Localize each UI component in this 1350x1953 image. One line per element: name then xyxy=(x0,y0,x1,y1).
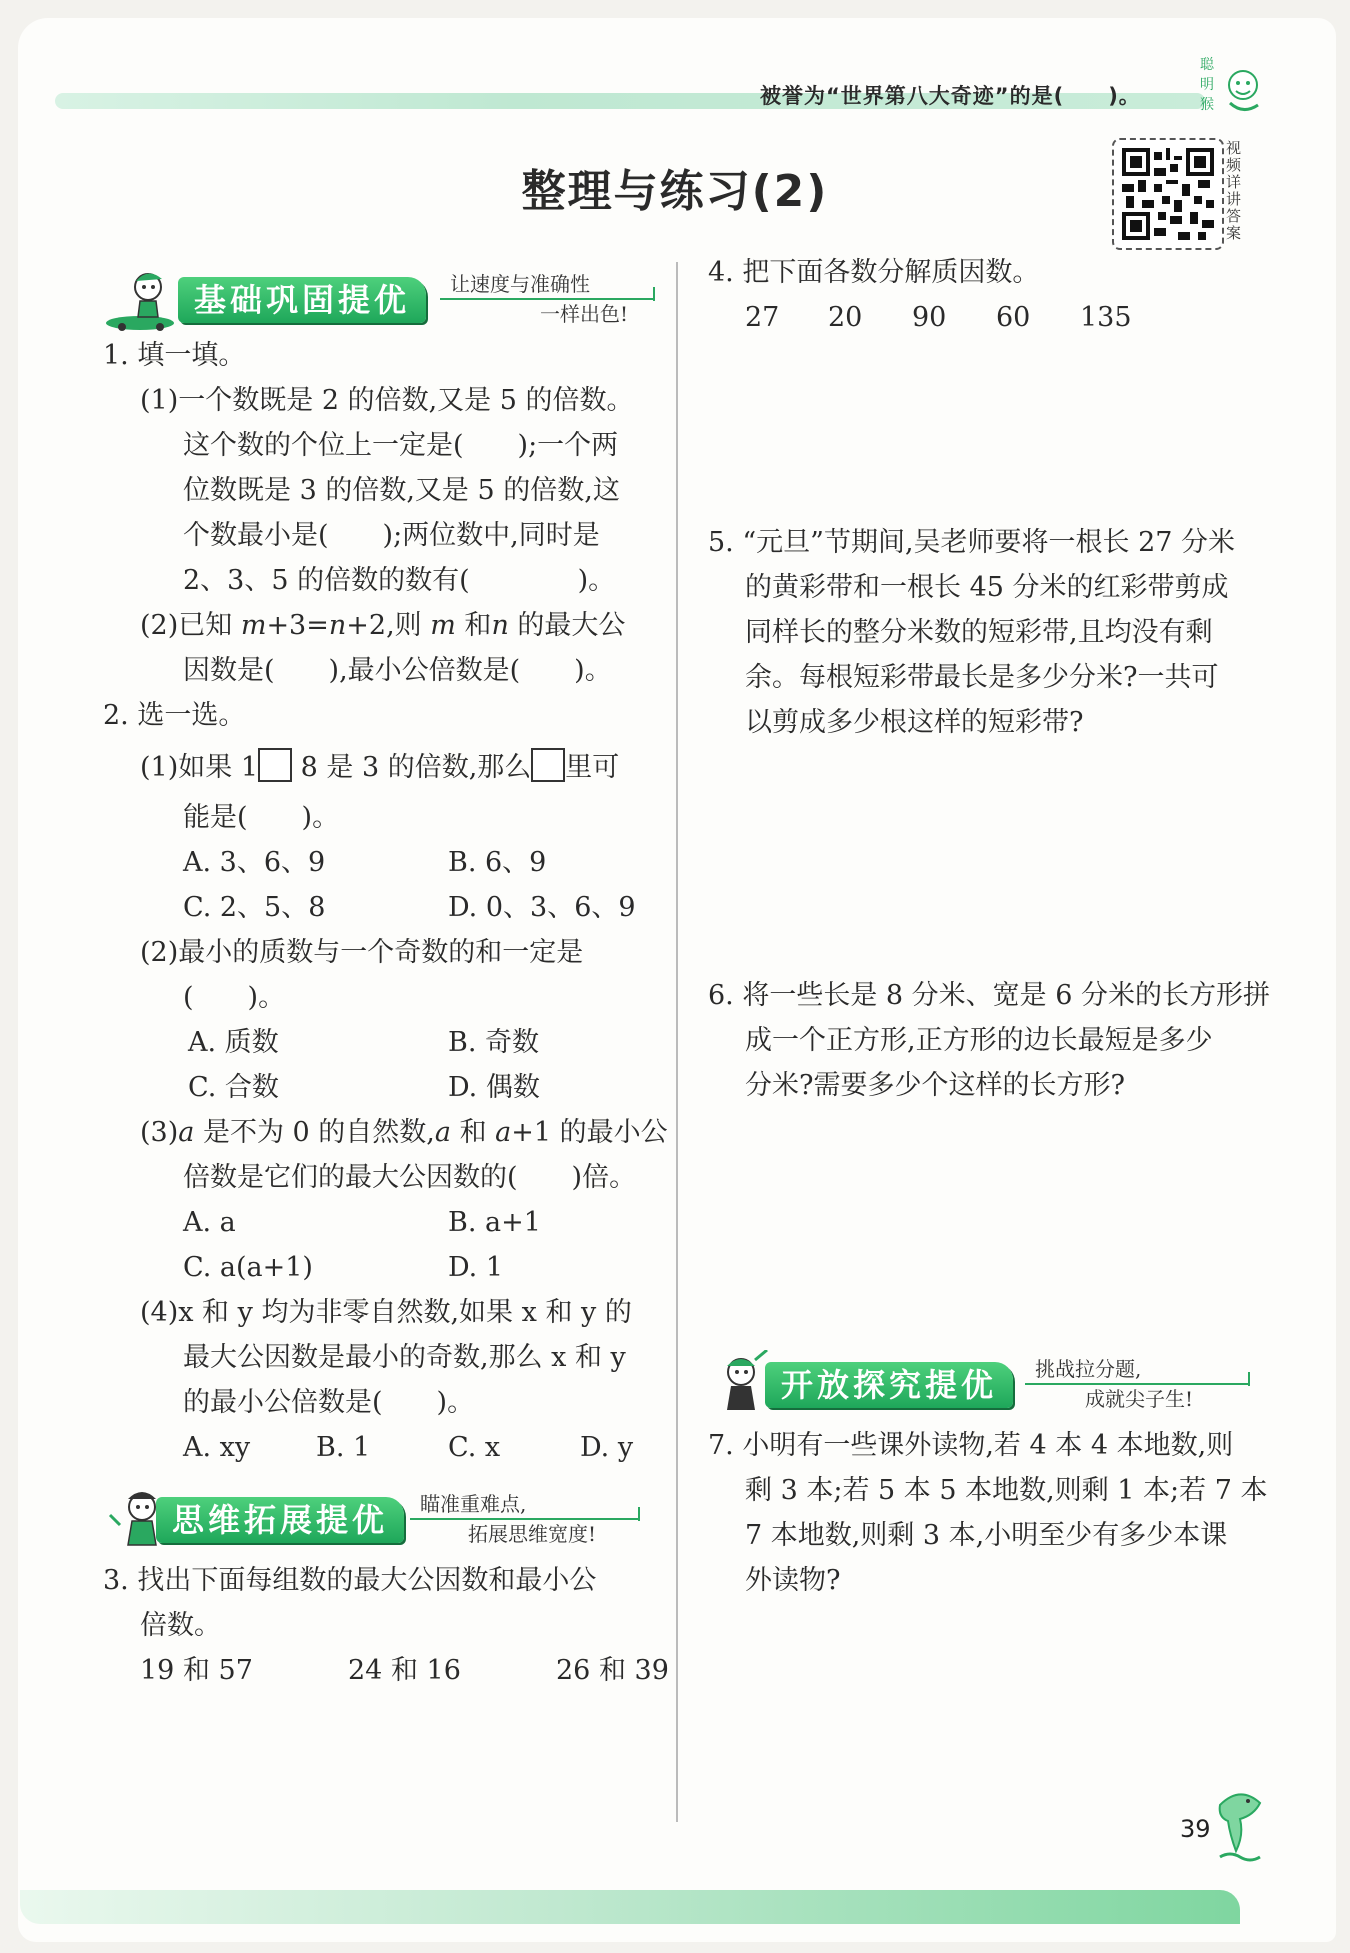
mascot-label-1: 聪 xyxy=(1200,57,1214,73)
q2-s3-option-d[interactable]: D. 1 xyxy=(448,1252,504,1283)
q2-s1-option-b[interactable]: B. 6、9 xyxy=(448,847,547,878)
q3-group-3: 26 和 39 xyxy=(556,1655,669,1686)
q5-line2: 的黄彩带和一根长 45 分米的红彩带剪成 xyxy=(745,572,1229,603)
section-banner-thinking xyxy=(100,1485,670,1555)
section-banner-open xyxy=(705,1350,1265,1420)
slogan-underline xyxy=(440,298,655,300)
q2-s4-option-c[interactable]: C. x xyxy=(448,1432,501,1463)
slogan-open-2: 成就尖子生! xyxy=(1085,1387,1194,1411)
q2-s4-line2: 最大公因数是最小的奇数,那么 x 和 y xyxy=(183,1342,626,1373)
q1-p1-line3: 位数既是 3 的倍数,又是 5 的倍数,这 xyxy=(183,475,620,506)
q5-line4: 余。每根短彩带最长是多少分米?一共可 xyxy=(745,662,1219,693)
q1-p1-line5: 2、3、5 的倍数的数有( )。 xyxy=(183,565,616,596)
q1-p1-line4: 个数最小是( );两位数中,同时是 xyxy=(183,520,600,551)
q4-num-1: 27 xyxy=(745,302,780,333)
q3-line2: 倍数。 xyxy=(140,1610,221,1641)
q2-s1-line2: 能是( )。 xyxy=(183,802,340,833)
answer-box[interactable] xyxy=(258,748,292,782)
q4-line1: 4. 把下面各数分解质因数。 xyxy=(708,257,1040,288)
q6-line3: 分米?需要多少个这样的长方形? xyxy=(745,1070,1125,1101)
monkey-mascot-icon xyxy=(1198,55,1268,125)
page-title: 整理与练习(2) xyxy=(521,166,829,217)
section-banner-basic xyxy=(100,265,670,335)
skateboard-mascot-icon xyxy=(100,265,190,335)
slogan-tick xyxy=(1248,1372,1250,1386)
q7-line4: 外读物? xyxy=(745,1565,841,1596)
slogan-tick xyxy=(653,287,655,301)
q4-num-2: 20 xyxy=(828,302,863,333)
slogan-basic-2: 一样出色! xyxy=(540,302,629,326)
q2-s4-line3: 的最小公倍数是( )。 xyxy=(183,1387,475,1418)
q2-s2-option-d[interactable]: D. 偶数 xyxy=(448,1072,540,1103)
q2-s2-option-b[interactable]: B. 奇数 xyxy=(448,1027,540,1058)
q2-s3-option-a[interactable]: A. a xyxy=(183,1207,236,1238)
q2-s3-option-c[interactable]: C. a(a+1) xyxy=(183,1252,313,1283)
dolphin-icon xyxy=(1210,1785,1270,1865)
slogan-underline xyxy=(1025,1383,1250,1385)
section-title-open: 开放探究提优 xyxy=(765,1362,1013,1408)
mascot-label-2: 明 xyxy=(1200,77,1214,93)
q2-s1-option-a[interactable]: A. 3、6、9 xyxy=(183,847,326,878)
header-question: 被誉为“世界第八大奇迹”的是( )。 xyxy=(760,84,1141,108)
q2-s2-line2: ( )。 xyxy=(183,982,286,1013)
q2-s1-option-d[interactable]: D. 0、3、6、9 xyxy=(448,892,636,923)
footer-strip xyxy=(20,1890,1240,1924)
section-title-basic: 基础巩固提优 xyxy=(178,277,426,323)
q6-line2: 成一个正方形,正方形的边长最短是多少 xyxy=(745,1025,1213,1056)
answer-box[interactable] xyxy=(531,748,565,782)
q7-line1: 7. 小明有一些课外读物,若 4 本 4 本地数,则 xyxy=(708,1430,1234,1461)
q2-s4-option-a[interactable]: A. xy xyxy=(183,1432,251,1463)
q4-num-5: 135 xyxy=(1080,302,1132,333)
slogan-basic-1: 让速度与准确性 xyxy=(450,272,590,296)
q2-s3-option-b[interactable]: B. a+1 xyxy=(448,1207,541,1238)
page-number: 39 xyxy=(1180,1815,1211,1843)
q2-s2-option-c[interactable]: C. 合数 xyxy=(188,1072,279,1103)
q7-line3: 7 本地数,则剩 3 本,小明至少有多少本课 xyxy=(745,1520,1228,1551)
q7-line2: 剩 3 本;若 5 本 5 本地数,则剩 1 本;若 7 本 xyxy=(745,1475,1268,1506)
q2-s1-option-c[interactable]: C. 2、5、8 xyxy=(183,892,326,923)
q2-s4-option-b[interactable]: B. 1 xyxy=(316,1432,371,1463)
q3-group-1: 19 和 57 xyxy=(140,1655,253,1686)
slogan-underline xyxy=(410,1518,640,1520)
q6-line1: 6. 将一些长是 8 分米、宽是 6 分米的长方形拼 xyxy=(708,980,1271,1011)
qr-code-icon xyxy=(1122,148,1214,240)
q1-p1-line1: (1)一个数既是 2 的倍数,又是 5 的倍数。 xyxy=(140,385,634,416)
q3-group-2: 24 和 16 xyxy=(348,1655,461,1686)
q2-s3-line1: (3)a 是不为 0 的自然数,a 和 a+1 的最小公 xyxy=(140,1117,668,1148)
q4-num-3: 90 xyxy=(912,302,947,333)
qr-code[interactable] xyxy=(1112,138,1224,250)
slogan-open-1: 挑战拉分题, xyxy=(1035,1357,1142,1381)
q2-s4-option-d[interactable]: D. y xyxy=(580,1432,634,1463)
q1-head: 1. 填一填。 xyxy=(103,340,246,371)
mascot-label-3: 猴 xyxy=(1200,97,1214,113)
slogan-thinking-2: 拓展思维宽度! xyxy=(468,1522,597,1546)
q2-s2-line1: (2)最小的质数与一个奇数的和一定是 xyxy=(140,937,584,968)
section-title-thinking: 思维拓展提优 xyxy=(156,1497,404,1543)
q2-s1-line1: (1)如果 1 8 是 3 的倍数,那么 里可 xyxy=(140,748,619,786)
q1-p2-line2: 因数是( ),最小公倍数是( )。 xyxy=(183,655,612,686)
q5-line5: 以剪成多少根这样的短彩带? xyxy=(745,707,1084,738)
q2-s3-line2: 倍数是它们的最大公因数的( )倍。 xyxy=(183,1162,637,1193)
qr-note: 视频详讲答案 xyxy=(1226,139,1242,242)
slogan-thinking-1: 瞄准重难点, xyxy=(420,1492,527,1516)
q4-num-4: 60 xyxy=(996,302,1031,333)
q2-s4-line1: (4)x 和 y 均为非零自然数,如果 x 和 y 的 xyxy=(140,1297,632,1328)
q2-s2-option-a[interactable]: A. 质数 xyxy=(188,1027,279,1058)
q5-line3: 同样长的整分米数的短彩带,且均没有剩 xyxy=(745,617,1213,648)
q5-line1: 5. “元旦”节期间,吴老师要将一根长 27 分米 xyxy=(708,527,1236,558)
column-divider xyxy=(676,262,678,1822)
q3-line1: 3. 找出下面每组数的最大公因数和最小公 xyxy=(103,1565,597,1596)
q1-p2-line1: (2)已知 m+3=n+2,则 m 和n 的最大公 xyxy=(140,610,626,641)
q2-head: 2. 选一选。 xyxy=(103,700,246,731)
slogan-tick xyxy=(638,1507,640,1521)
q1-p1-line2: 这个数的个位上一定是( );一个两 xyxy=(183,430,619,461)
